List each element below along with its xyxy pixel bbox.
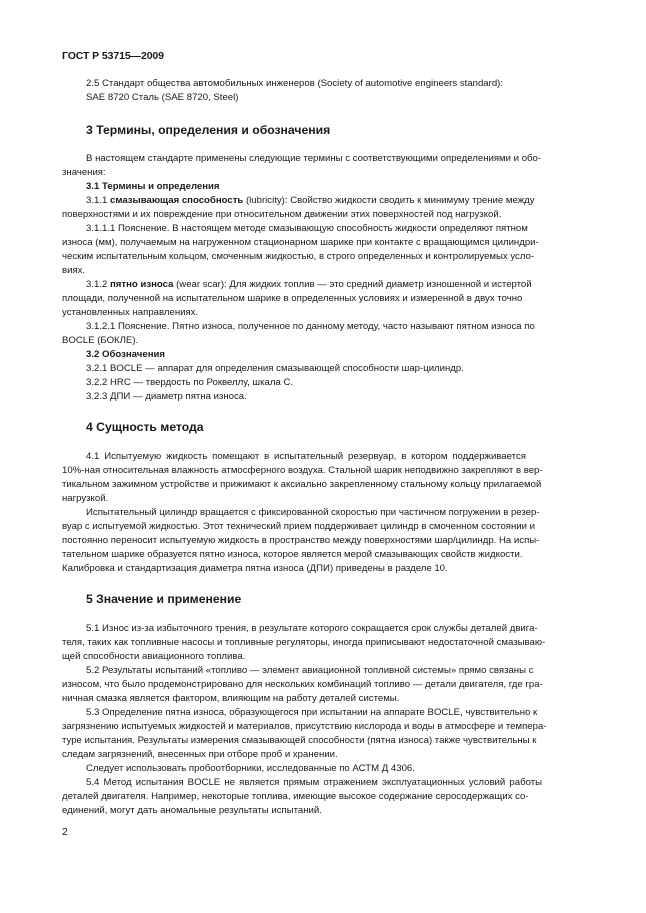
term-definition: (wear scar): Для жидких топлив — это средний диаметр изношенной и истертой bbox=[173, 279, 532, 290]
term-definition: (lubricity): Свойство жидкости сводить к минимуму трение между bbox=[243, 195, 535, 206]
text-line: постоянно переносит испытуемую жидкость в пространство между поверхностями шар/цилиндр. На испы- bbox=[62, 535, 540, 546]
document-header: ГОСТ Р 53715—2009 bbox=[62, 50, 164, 62]
subsection-3-1-title: 3.1 Термины и определения bbox=[86, 181, 220, 192]
text-line: значения: bbox=[62, 167, 106, 178]
note-3-1-1-1 bbox=[62, 222, 592, 278]
text-line: Испытательный цилиндр вращается с фиксированной скоростью при частичном погружении в резер- bbox=[86, 507, 540, 518]
term-number: 3.1.2 bbox=[86, 279, 111, 290]
text-line: Следует использовать пробоотборники, исследованные по АСТМ Д 4306. bbox=[86, 763, 415, 774]
text-line: 5.3 Определение пятна износа, образующегося при испытании на аппарате BOCLE, чувствительно к bbox=[86, 707, 538, 718]
text-line: следам загрязнений, внесенных при отборе проб и хранении. bbox=[62, 749, 338, 760]
term-name: смазывающая способность bbox=[110, 195, 244, 206]
text-line: 4.1 Испытуемую жидкость помещают в испытательный резервуар, в котором поддерживается bbox=[86, 451, 526, 462]
text-line: 5.1 Износ из-за избыточного трения, в результате которого сокращается срок службы деталей двига- bbox=[86, 623, 538, 634]
section-5-body bbox=[62, 622, 592, 818]
designation-item: 3.2.3 ДПИ — диаметр пятна износа. bbox=[86, 391, 247, 402]
page-number: 2 bbox=[62, 826, 68, 838]
text-line: износа (мм), получаемым на нагруженном стационарном шарике при контакте с вращающимся цилиндри- bbox=[62, 237, 539, 248]
page-content bbox=[62, 77, 592, 818]
text-line: единений, могут дать аномальные результаты испытаний. bbox=[62, 805, 322, 816]
section-3-body bbox=[62, 152, 592, 404]
term-number: 3.1.1 bbox=[86, 195, 111, 206]
note-3-1-2-1 bbox=[62, 320, 592, 348]
text-line: щей способности авиационного топлива. bbox=[62, 651, 246, 662]
text-line: поверхностями и их повреждение при относительном движении этих поверхностей под нагрузкой. bbox=[62, 209, 502, 220]
text-line: тикальном зажимном устройстве и прижимают к аксиально закрепленному стальному кольцу прилагаемой bbox=[62, 479, 542, 490]
ref-line: SAE 8720 Сталь (SAE 8720, Steel) bbox=[86, 92, 239, 103]
text-line: 3.1.2.1 Пояснение. Пятно износа, полученное по данному методу, часто называют пятном износа по bbox=[86, 321, 535, 332]
text-line: 10%-ная относительная влажность атмосферного воздуха. Стальной шарик неподвижно закрепляют в вер- bbox=[62, 465, 543, 476]
term-line bbox=[86, 194, 592, 208]
text-line: износом, что было продемонстрировано для нескольких комбинаций топливо — детали двигателя, где гра- bbox=[62, 679, 543, 690]
designation-item: 3.2.2 HRC — твердость по Роквеллу, шкала С. bbox=[86, 377, 294, 388]
text-line: нагрузкой. bbox=[62, 493, 109, 504]
designation-item: 3.2.1 BOCLE — аппарат для определения смазывающей способности шар-цилиндр. bbox=[86, 363, 464, 374]
text-line: В настоящем стандарте применены следующие термины с соответствующими определениями и обо- bbox=[86, 153, 542, 164]
text-line: виях. bbox=[62, 265, 86, 276]
section-4-body bbox=[62, 450, 592, 576]
text-line: 5.2 Результаты испытаний «топливо — элемент авиационной топливной системы» прямо связаны с bbox=[86, 665, 534, 676]
text-line: 5.4 Метод испытания BOCLE не является прямым отражением эксплуатационных условий работы bbox=[86, 777, 543, 788]
text-line: загрязнению испытуемых жидкостей и материалов, присутствию кислорода и воды в атмосфере и темпера- bbox=[62, 721, 547, 732]
ref-line: 2.5 Стандарт общества автомобильных инженеров (Society of automotive engineers standard): bbox=[86, 78, 504, 89]
text-line: деталей двигателя. Например, некоторые топлива, имеющие высокое содержание серосодержащих со- bbox=[62, 791, 529, 802]
text-line: BOCLE (БОКЛЕ). bbox=[62, 335, 139, 346]
text-line: 3.1.1.1 Пояснение. В настоящем методе смазывающую способность жидкости определяют пятном bbox=[86, 223, 528, 234]
subsection-3-2-title: 3.2 Обозначения bbox=[86, 349, 165, 360]
term-name: пятно износа bbox=[110, 279, 174, 290]
reference-2-5 bbox=[86, 77, 592, 105]
text-line: Калибровка и стандартизация диаметра пятна износа (ДПИ) приведены в разделе 10. bbox=[62, 563, 448, 574]
term-3-1-2 bbox=[62, 278, 592, 320]
text-line: ничная смазка является фактором, влияющим на работу деталей системы. bbox=[62, 693, 400, 704]
term-3-1-1 bbox=[62, 194, 592, 222]
text-line: тательном шарике образуется пятно износа, которое является мерой смазывающих свойств жидкости. bbox=[62, 549, 523, 560]
text-line: теля, таких как топливные насосы и топливные регуляторы, иногда приписывают недостаточной смазываю- bbox=[62, 637, 546, 648]
section-3-title: 3 Термины, определения и обозначения bbox=[86, 123, 331, 137]
text-line: ческим испытательным кольцом, смоченным жидкостью, в строго определенных и контролируемых усло- bbox=[62, 251, 535, 262]
section-4-title: 4 Сущность метода bbox=[86, 420, 204, 434]
text-line: вуар с испытуемой жидкостью. Этот технический прием поддерживает цилиндр в смоченном состоянии и bbox=[62, 521, 536, 532]
section-5-title: 5 Значение и применение bbox=[86, 592, 242, 606]
text-line: туре испытания. Результаты измерения смазывающей способности (пятна износа) также чувствительны к bbox=[62, 735, 537, 746]
text-line: установленных направлениях. bbox=[62, 307, 199, 318]
term-line bbox=[86, 278, 592, 292]
text-line: площади, полученной на испытательном шарике в определенных условиях и измеренной в двух точно bbox=[62, 293, 523, 304]
